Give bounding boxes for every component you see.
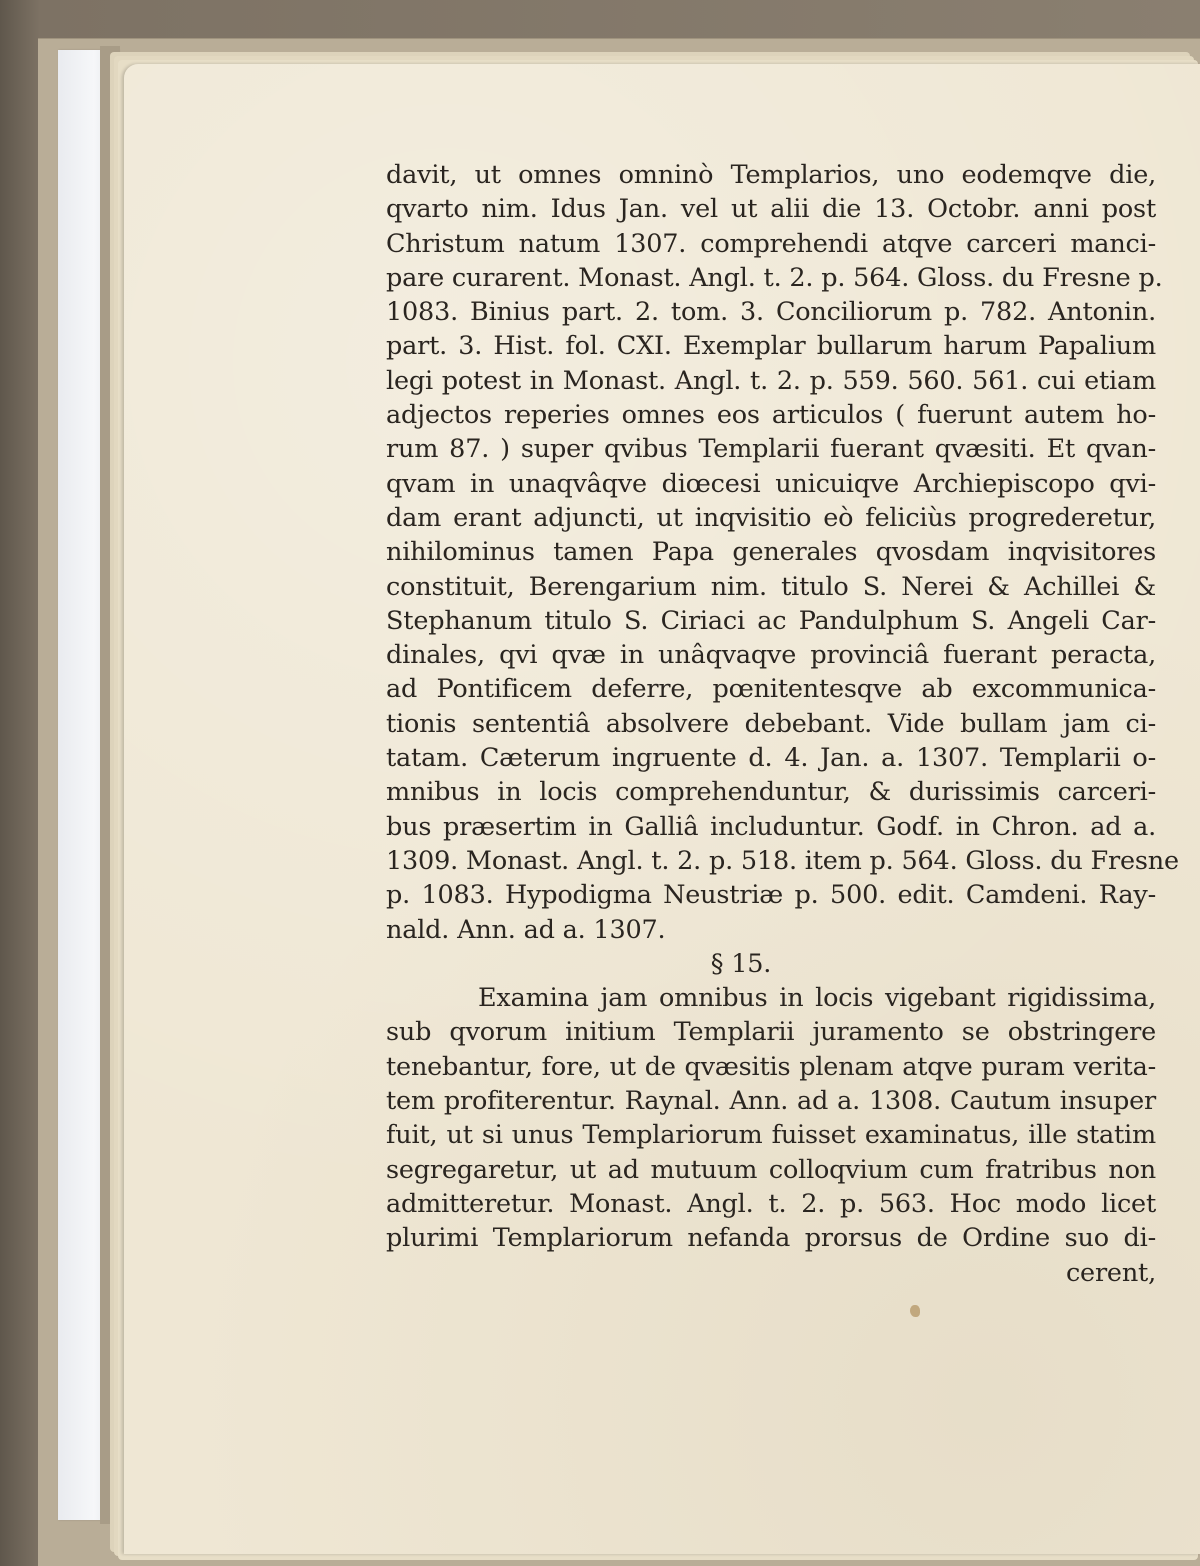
- text-line: Christum natum 1307. comprehendi atqve carceri manci-: [386, 228, 1156, 259]
- text-line: tionis sententiâ absolvere debebant. Vide bullam jam ci-: [386, 708, 1156, 739]
- text-line: legi potest in Monast. Angl. t. 2. p. 559. 560. 561. cui etiam: [386, 365, 1156, 396]
- section-heading: § 15.: [710, 948, 772, 979]
- text-line: adjectos reperies omnes eos articulos ( fuerunt autem ho-: [386, 400, 1156, 431]
- section-line: tenebantur, fore, ut de qvæsitis plenam atqve puram verita-: [386, 1051, 1156, 1082]
- ink-blot: [910, 1305, 920, 1317]
- section-line: fuit, ut si unus Templariorum fuisset examinatus, ille statim: [386, 1120, 1156, 1151]
- text-line: qvarto nim. Idus Jan. vel ut alii die 13. Octobr. anni post: [386, 194, 1156, 225]
- text-line: part. 3. Hist. fol. CXI. Exemplar bullarum harum Papalium: [386, 331, 1156, 362]
- text-line: bus præsertim in Galliâ includuntur. Godf. in Chron. ad a.: [386, 811, 1156, 842]
- text-line: constituit, Berengarium nim. titulo S. Nerei & Achillei &: [386, 571, 1156, 602]
- section-line: segregaretur, ut ad mutuum colloqvium cum fratribus non: [386, 1154, 1156, 1185]
- section-line: sub qvorum initium Templarii juramento se obstringere: [386, 1017, 1156, 1048]
- text-line: qvam in unaqvâqve diœcesi unicuiqve Archiepiscopo qvi-: [386, 468, 1156, 499]
- section-line: tem profiterentur. Raynal. Ann. ad a. 1308. Cautum insuper: [386, 1086, 1156, 1117]
- book-page: [124, 64, 1200, 1554]
- text-line: dinales, qvi qvæ in unâqvaqve provinciâ fuerant peracta,: [386, 640, 1156, 671]
- text-line: nihilominus tamen Papa generales qvosdam inqvisitores: [386, 537, 1156, 568]
- page-text: [386, 158, 1179, 1290]
- text-line: davit, ut omnes omninò Templarios, uno eodemqve die,: [386, 160, 1156, 190]
- text-line: nald. Ann. ad a. 1307.: [386, 914, 666, 945]
- text-line: pare curarent. Monast. Angl. t. 2. p. 564. Gloss. du Fresne p.: [386, 262, 1163, 293]
- section-line: admitteretur. Monast. Angl. t. 2. p. 563. Hoc modo licet: [386, 1188, 1156, 1219]
- text-line: 1309. Monast. Angl. t. 2. p. 518. item p. 564. Gloss. du Fresne: [386, 845, 1179, 876]
- text-line: ad Pontificem deferre, pœnitentesqve ab excommunica-: [386, 674, 1156, 705]
- catchword: cerent,: [1065, 1257, 1156, 1288]
- text-line: mnibus in locis comprehenduntur, & durissimis carceri-: [386, 777, 1156, 808]
- text-line: tatam. Cæterum ingruente d. 4. Jan. a. 1307. Templarii o-: [386, 743, 1156, 774]
- text-line: 1083. Binius part. 2. tom. 3. Conciliorum p. 782. Antonin.: [386, 297, 1156, 328]
- text-line: dam erant adjuncti, ut inqvisitio eò feliciùs progrederetur,: [386, 502, 1156, 533]
- text-line: p. 1083. Hypodigma Neustriæ p. 500. edit. Camdeni. Ray-: [386, 880, 1156, 911]
- section-line: plurimi Templariorum nefanda prorsus de Ordine suo di-: [386, 1223, 1156, 1254]
- section-line: Examina jam omnibus in locis vigebant rigidissima,: [478, 983, 1156, 1014]
- text-line: Stephanum titulo S. Ciriaci ac Pandulphum S. Angeli Car-: [386, 605, 1156, 636]
- text-line: rum 87. ) super qvibus Templarii fuerant qvæsiti. Et qvan-: [386, 434, 1156, 465]
